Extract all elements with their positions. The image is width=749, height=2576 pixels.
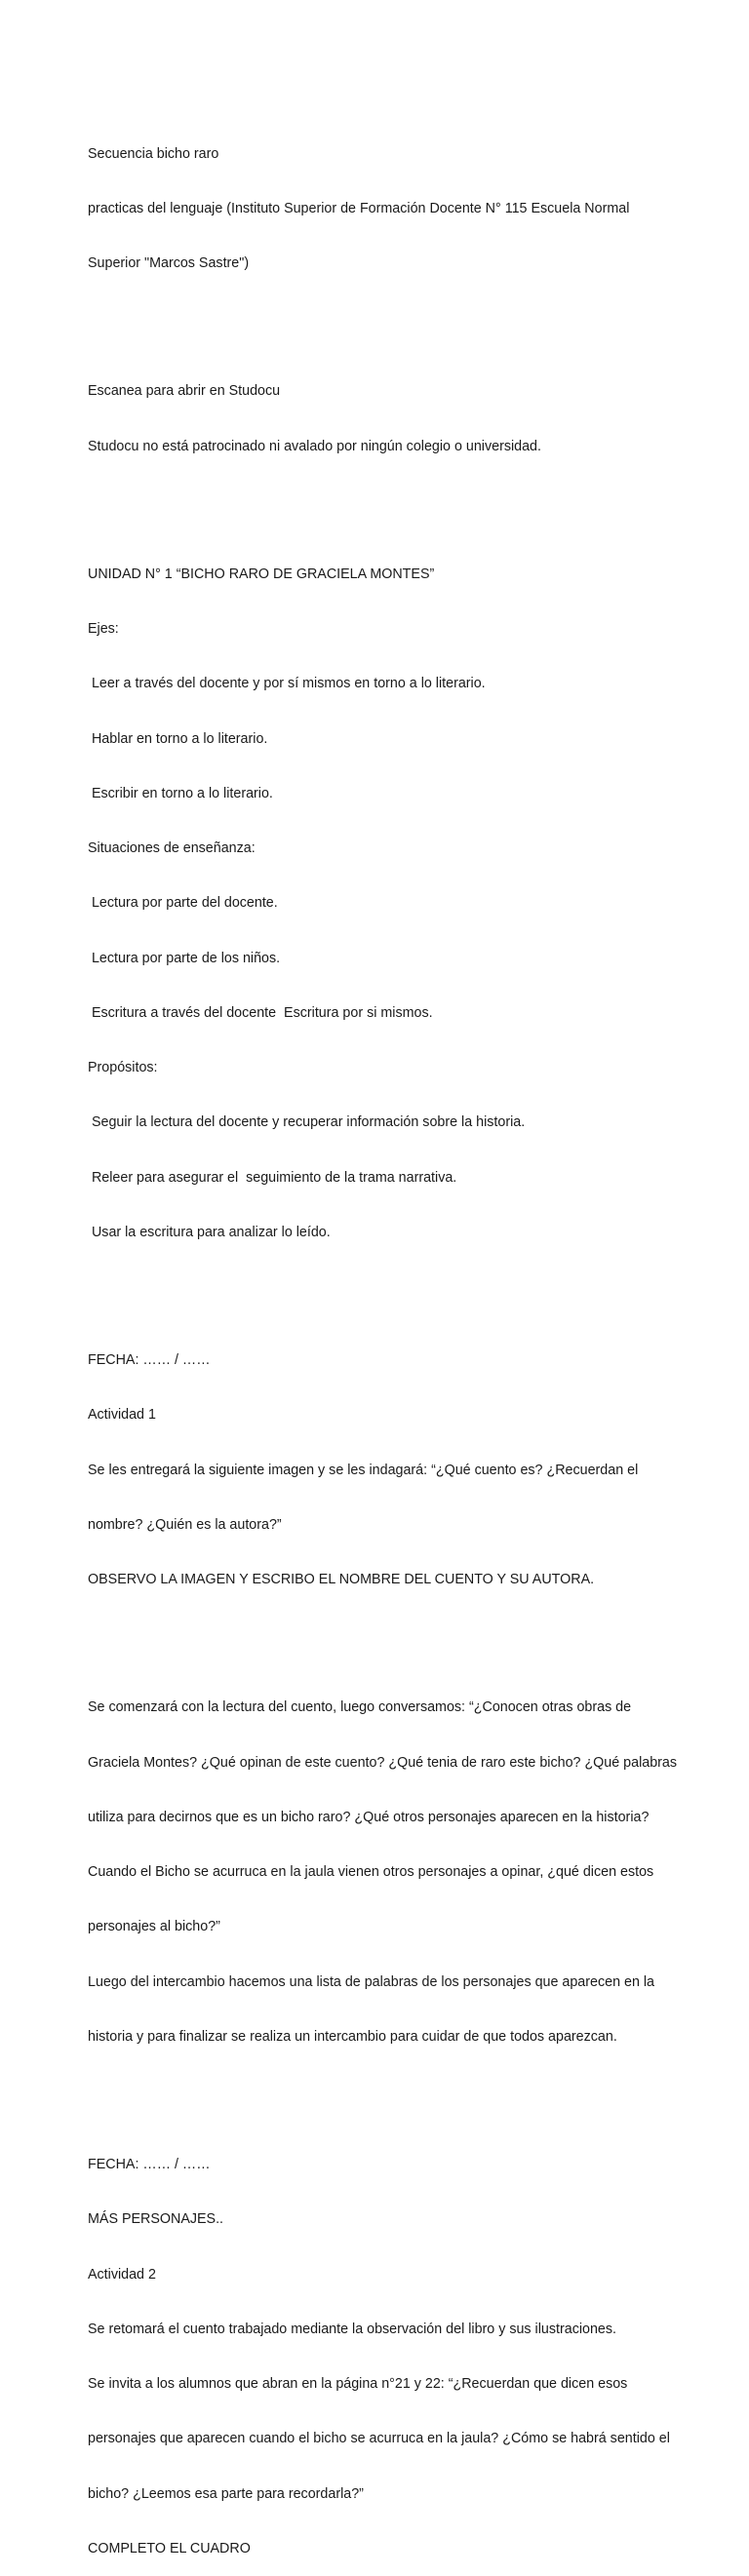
spacer: [88, 2083, 673, 2101]
activity1-paragraph-line: Graciela Montes? ¿Qué opinan de este cuento? ¿Qué tenia de raro este bicho? ¿Qué palabras: [88, 1754, 678, 1771]
activity1-paragraph-line: utiliza para decirnos que es un bicho raro? ¿Qué otros personajes aparecen en la historia?: [88, 1809, 650, 1825]
document-title: Secuencia bicho raro: [88, 145, 219, 162]
activity1-paragraph-line: Cuando el Bicho se acurruca en la jaula vienen otros personajes a opinar, ¿qué dicen estos: [88, 1864, 654, 1880]
ejes-label: Ejes:: [88, 621, 119, 637]
propositos-label: Propósitos:: [88, 1060, 158, 1075]
studocu-scan-link[interactable]: Escanea para abrir en Studocu: [88, 383, 281, 400]
situaciones-label: Situaciones de enseñanza:: [88, 840, 256, 856]
situaciones-item: Lectura por parte de los niños.: [88, 950, 281, 966]
activity2-line: personajes que aparecen cuando el bicho se acurruca en la jaula? ¿Cómo se habrá sentido el: [88, 2431, 670, 2447]
activity2-line: Se retomará el cuento trabajado mediante la observación del libro y sus ilustraciones.: [88, 2321, 616, 2337]
activity1-paragraph-line: Se comenzará con la lectura del cuento, luego conversamos: “¿Conocen otras obras de: [88, 1699, 632, 1716]
unit-title: UNIDAD N° 1 “BICHO RARO DE GRACIELA MONTES”: [88, 566, 435, 582]
course-line-2: Superior "Marcos Sastre"): [88, 255, 250, 271]
propositos-item: Seguir la lectura del docente y recuperar información sobre la historia.: [88, 1114, 526, 1131]
document-body: [88, 108, 678, 2576]
activity1-title: Actividad 1: [88, 1407, 156, 1424]
spacer: [88, 1278, 673, 1297]
course-line-1: practicas del lenguaje (Instituto Superior de Formación Docente N° 115 Escuela Normal: [88, 200, 630, 216]
ejes-item: Hablar en torno a lo literario.: [88, 730, 268, 747]
activity1-paragraph-line: historia y para finalizar se realiza un intercambio para cuidar de que todos aparezcan.: [88, 2028, 617, 2045]
activity1-paragraph-line: Luego del intercambio hacemos una lista de palabras de los personajes que aparecen en la: [88, 1973, 654, 1990]
situaciones-item: Escritura a través del docente Escritura por si mismos.: [88, 1004, 433, 1021]
spacer: [88, 309, 673, 328]
activity2-line: bicho? ¿Leemos esa parte para recordarla?”: [88, 2485, 364, 2502]
studocu-disclaimer: Studocu no está patrocinado ni avalado por ningún colegio o universidad.: [88, 438, 541, 454]
activity2-fecha: FECHA: …… / ……: [88, 2157, 211, 2172]
activity1-paragraph-line: personajes al bicho?”: [88, 1919, 220, 1935]
activity2-line: Se invita a los alumnos que abran en la página n°21 y 22: “¿Recuerdan que dicen esos: [88, 2376, 628, 2392]
situaciones-item: Lectura por parte del docente.: [88, 895, 278, 912]
activity1-instruction: OBSERVO LA IMAGEN Y ESCRIBO EL NOMBRE DEL CUENTO Y SU AUTORA.: [88, 1572, 595, 1587]
ejes-item: Leer a través del docente y por sí mismos en torno a lo literario.: [88, 676, 486, 692]
ejes-item: Escribir en torno a lo literario.: [88, 785, 273, 801]
propositos-item: Usar la escritura para analizar lo leído.: [88, 1224, 331, 1240]
spacer: [88, 492, 673, 511]
activity2-instruction: COMPLETO EL CUADRO: [88, 2540, 251, 2556]
activity2-heading: MÁS PERSONAJES..: [88, 2211, 224, 2228]
propositos-item: Releer para asegurar el seguimiento de la trama narrativa.: [88, 1169, 457, 1186]
activity1-intro-line: Se les entregará la siguiente imagen y se les indagará: “¿Qué cuento es? ¿Recuerdan el: [88, 1462, 639, 1478]
activity2-title: Actividad 2: [88, 2266, 156, 2283]
activity1-intro-line: nombre? ¿Quién es la autora?”: [88, 1516, 282, 1533]
activity1-fecha: FECHA: …… / ……: [88, 1352, 211, 1368]
spacer: [88, 1625, 673, 1644]
